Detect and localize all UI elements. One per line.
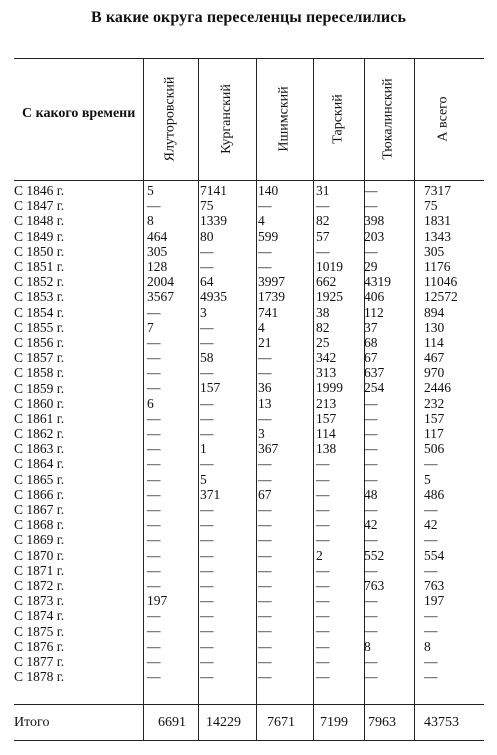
table-cell: 763 <box>364 577 385 593</box>
table-cell: 1925 <box>316 289 343 305</box>
table-cell: — <box>316 532 330 548</box>
table-cell: — <box>147 410 161 426</box>
table-cell: — <box>258 258 272 274</box>
table-row <box>14 426 474 441</box>
table-cell: 57 <box>316 228 330 244</box>
table-cell: 406 <box>364 289 385 305</box>
table-cell: 637 <box>364 365 385 381</box>
table-cell: 8 <box>364 638 371 654</box>
row-header: С какого времени <box>22 106 136 121</box>
table-cell: — <box>147 532 161 548</box>
table-cell: 12572 <box>424 289 458 305</box>
column-header-total: А всего <box>435 96 451 142</box>
year-label: С 1875 г. <box>14 623 65 639</box>
table-cell: — <box>147 501 161 517</box>
table-cell: 82 <box>316 213 330 229</box>
year-label: С 1857 г. <box>14 350 65 366</box>
year-label: С 1848 г. <box>14 213 65 229</box>
table-cell: 371 <box>200 486 221 502</box>
table-cell: 75 <box>200 198 214 214</box>
table-cell: — <box>316 456 330 472</box>
year-label: С 1869 г. <box>14 532 65 548</box>
table-cell: 2004 <box>147 274 174 290</box>
year-label: С 1850 г. <box>14 243 65 259</box>
table-row <box>14 517 474 532</box>
table-cell: 140 <box>258 183 279 198</box>
table-cell: 367 <box>258 441 279 457</box>
table-cell: — <box>200 410 214 426</box>
total-cell: 7199 <box>320 715 348 730</box>
year-label: С 1872 г. <box>14 577 65 593</box>
total-row <box>14 715 484 733</box>
table-cell: 305 <box>424 243 445 259</box>
table-cell: 5 <box>200 471 207 487</box>
table-cell: — <box>316 243 330 259</box>
column-header-yalutorovsky: Ялуторовский <box>162 76 178 162</box>
table-cell: — <box>258 501 272 517</box>
table-cell: — <box>258 532 272 548</box>
year-label: С 1858 г. <box>14 365 65 381</box>
table-cell: — <box>147 562 161 578</box>
table-cell: — <box>364 456 378 472</box>
year-label: С 1864 г. <box>14 456 65 472</box>
table-cell: 25 <box>316 334 330 350</box>
table-cell: — <box>200 623 214 639</box>
table-cell: 313 <box>316 365 337 381</box>
year-label: С 1878 г. <box>14 669 65 685</box>
table-cell: 48 <box>364 486 378 502</box>
table-cell: 4319 <box>364 274 391 290</box>
table-cell: 157 <box>316 410 337 426</box>
table-cell: — <box>200 608 214 624</box>
table-row <box>14 365 474 380</box>
table-cell: 3997 <box>258 274 285 290</box>
year-label: С 1860 г. <box>14 395 65 411</box>
table-cell: — <box>316 669 330 684</box>
table-cell: — <box>316 638 330 654</box>
year-label: С 1873 г. <box>14 593 65 609</box>
table-cell: 8 <box>147 213 154 229</box>
table-row <box>14 532 474 547</box>
table-cell: 1999 <box>316 380 343 396</box>
table-cell: — <box>200 334 214 350</box>
table-cell: — <box>316 593 330 609</box>
year-label: С 1870 г. <box>14 547 65 563</box>
table-row <box>14 305 474 320</box>
year-label: С 1846 г. <box>14 183 65 199</box>
column-header-tarsky: Тарский <box>330 94 346 144</box>
year-label: С 1853 г. <box>14 289 65 305</box>
table-cell: 1739 <box>258 289 285 305</box>
table-cell: — <box>147 198 161 214</box>
table-cell: 599 <box>258 228 279 244</box>
table-row <box>14 548 474 563</box>
table-cell: 114 <box>316 426 336 441</box>
total-label: Итого <box>14 715 50 730</box>
table-cell: — <box>258 669 272 684</box>
table-cell: — <box>316 577 330 593</box>
table-cell: — <box>424 669 438 684</box>
table-cell: 58 <box>200 350 214 366</box>
table-cell: 157 <box>424 410 445 426</box>
table-cell: 1176 <box>424 258 451 274</box>
table-cell: — <box>147 350 161 366</box>
table-cell: 232 <box>424 395 445 411</box>
table-cell: 82 <box>316 319 330 335</box>
table-cell: — <box>200 258 214 274</box>
table-cell: — <box>316 471 330 487</box>
table-cell: — <box>200 669 214 684</box>
table-row <box>14 639 474 654</box>
table-cell: — <box>200 456 214 472</box>
table-cell: — <box>364 608 378 624</box>
table-cell: 2446 <box>424 380 451 396</box>
table-cell: — <box>424 623 438 639</box>
year-label: С 1851 г. <box>14 259 65 275</box>
year-label: С 1855 г. <box>14 319 65 335</box>
table-cell: — <box>316 653 330 669</box>
table-cell: 305 <box>147 243 168 259</box>
table-cell: — <box>364 410 378 426</box>
table-cell: 128 <box>147 258 168 274</box>
table-cell: — <box>147 380 161 396</box>
table-cell: — <box>364 198 378 214</box>
table-row <box>14 274 474 289</box>
table-cell: — <box>364 501 378 517</box>
total-cell: 6691 <box>158 715 186 730</box>
table-cell: — <box>364 471 378 487</box>
table-cell: 763 <box>424 577 445 593</box>
table-cell: 112 <box>364 304 384 320</box>
table-cell: 213 <box>316 395 337 411</box>
table-row <box>14 487 474 502</box>
table-cell: 138 <box>316 441 337 457</box>
table-cell: — <box>258 608 272 624</box>
table-cell: 398 <box>364 213 385 229</box>
table-cell: 7317 <box>424 183 451 198</box>
table-row <box>14 411 474 426</box>
table-cell: — <box>147 669 161 684</box>
table-cell: 1831 <box>424 213 451 229</box>
table-row <box>14 320 474 335</box>
table-row <box>14 441 474 456</box>
table-cell: — <box>147 517 161 533</box>
table-cell: — <box>424 608 438 624</box>
table-cell: 130 <box>424 319 445 335</box>
table-cell: — <box>200 365 214 381</box>
table-cell: — <box>147 608 161 624</box>
year-label: С 1847 г. <box>14 198 65 214</box>
table-cell: 3567 <box>147 289 174 305</box>
total-cell: 43753 <box>424 715 459 730</box>
year-label: С 1866 г. <box>14 486 65 502</box>
table-cell: — <box>258 365 272 381</box>
column-header-tyukalinsky: Тюкалинский <box>381 78 396 160</box>
table-cell: — <box>200 593 214 609</box>
table-cell: 114 <box>424 334 444 350</box>
table-cell: — <box>200 517 214 533</box>
table-row <box>14 502 474 517</box>
table-row <box>14 350 474 365</box>
table-cell: — <box>147 365 161 381</box>
table-row <box>14 654 474 669</box>
table-cell: 38 <box>316 304 330 320</box>
table-cell: 68 <box>364 334 378 350</box>
table-cell: 5 <box>147 183 154 198</box>
column-header-ishimsky: Ишимский <box>276 86 292 152</box>
table-cell: — <box>200 638 214 654</box>
table-row <box>14 669 474 684</box>
year-label: С 1871 г. <box>14 562 65 578</box>
year-label: С 1859 г. <box>14 380 65 396</box>
table-cell: 67 <box>258 486 272 502</box>
table-cell: 197 <box>147 593 168 609</box>
table-cell: — <box>147 334 161 350</box>
table-cell: — <box>147 638 161 654</box>
table-cell: 3 <box>258 426 265 441</box>
table-cell: 467 <box>424 350 445 366</box>
table-cell: — <box>147 577 161 593</box>
table-cell: — <box>316 198 330 214</box>
year-label: С 1874 г. <box>14 608 65 624</box>
table-row <box>14 244 474 259</box>
table-cell: — <box>147 304 161 320</box>
year-label: С 1865 г. <box>14 471 65 487</box>
table-row <box>14 213 474 228</box>
year-label: С 1849 г. <box>14 228 65 244</box>
table-cell: — <box>147 547 161 563</box>
table-row <box>14 593 474 608</box>
year-label: С 1862 г. <box>14 426 65 442</box>
table-cell: — <box>424 653 438 669</box>
table-cell: — <box>147 456 161 472</box>
table-cell: 29 <box>364 258 378 274</box>
table-cell: — <box>316 608 330 624</box>
table-cell: 8 <box>424 638 431 654</box>
table-cell: — <box>316 501 330 517</box>
table-cell: 64 <box>200 274 214 290</box>
table-row <box>14 472 474 487</box>
table-cell: — <box>200 395 214 411</box>
table-cell: — <box>364 441 378 457</box>
year-label: С 1868 г. <box>14 517 65 533</box>
table-cell: — <box>147 441 161 457</box>
table-row <box>14 229 474 244</box>
table-cell: 67 <box>364 350 378 366</box>
table-cell: — <box>258 471 272 487</box>
year-label: С 1863 г. <box>14 441 65 457</box>
table-cell: — <box>147 653 161 669</box>
table-cell: — <box>200 653 214 669</box>
table-cell: — <box>258 350 272 366</box>
table-cell: 506 <box>424 441 445 457</box>
table-cell: — <box>258 243 272 259</box>
table-row <box>14 380 474 395</box>
table-cell: 11046 <box>424 274 458 290</box>
table-cell: 342 <box>316 350 337 366</box>
table-cell: 3 <box>200 304 207 320</box>
table-cell: — <box>258 593 272 609</box>
table-cell: 4 <box>258 319 265 335</box>
year-label: С 1856 г. <box>14 334 65 350</box>
table-cell: 486 <box>424 486 445 502</box>
year-label: С 1876 г. <box>14 638 65 654</box>
table-cell: 254 <box>364 380 385 396</box>
table-cell: 970 <box>424 365 445 381</box>
table-cell: 6 <box>147 395 154 411</box>
table-cell: — <box>200 501 214 517</box>
table-cell: — <box>364 653 378 669</box>
table-cell: — <box>364 623 378 639</box>
total-cell: 7963 <box>368 715 396 730</box>
table-row <box>14 608 474 623</box>
table-cell: 203 <box>364 228 385 244</box>
column-header-kurgansky: Курганский <box>219 84 235 154</box>
table-cell: — <box>364 532 378 548</box>
table-row <box>14 259 474 274</box>
table-cell: — <box>258 653 272 669</box>
table-cell: — <box>364 183 378 198</box>
table-cell: 552 <box>364 547 385 563</box>
year-label: С 1852 г. <box>14 274 65 290</box>
table-cell: — <box>147 486 161 502</box>
table-cell: 7 <box>147 319 154 335</box>
table-cell: — <box>364 593 378 609</box>
table-cell: — <box>200 426 214 441</box>
bottom-rule <box>14 740 484 741</box>
total-cell: 14229 <box>206 715 241 730</box>
table-cell: 13 <box>258 395 272 411</box>
year-label: С 1854 г. <box>14 304 65 320</box>
table-cell: — <box>424 532 438 548</box>
table-cell: 42 <box>424 517 438 533</box>
table-row <box>14 623 474 638</box>
table-cell: 36 <box>258 380 272 396</box>
table-cell: — <box>258 547 272 563</box>
data-table <box>14 183 474 684</box>
table-cell: — <box>258 410 272 426</box>
table-cell: — <box>147 426 161 441</box>
table-row <box>14 396 474 411</box>
table-cell: — <box>147 471 161 487</box>
table-cell: — <box>424 501 438 517</box>
table-cell: — <box>200 577 214 593</box>
table-cell: 1019 <box>316 258 343 274</box>
table-cell: 7141 <box>200 183 227 198</box>
table-cell: 1343 <box>424 228 451 244</box>
table-cell: — <box>364 669 378 684</box>
table-row <box>14 578 474 593</box>
table-cell: — <box>258 623 272 639</box>
table-cell: 117 <box>424 426 444 441</box>
table-cell: — <box>258 456 272 472</box>
year-label: С 1867 г. <box>14 502 65 518</box>
table-cell: — <box>200 243 214 259</box>
table-cell: — <box>258 198 272 214</box>
year-label: С 1861 г. <box>14 410 65 426</box>
table-row <box>14 335 474 350</box>
table-cell: 4935 <box>200 289 227 305</box>
table-cell: — <box>200 562 214 578</box>
table-cell: — <box>200 547 214 563</box>
table-cell: 741 <box>258 304 279 320</box>
table-cell: 464 <box>147 228 168 244</box>
table-cell: — <box>364 395 378 411</box>
total-cell: 7671 <box>267 715 295 730</box>
table-cell: 2 <box>316 547 323 563</box>
table-row <box>14 456 474 471</box>
table-cell: 894 <box>424 304 445 320</box>
table-cell: — <box>364 243 378 259</box>
table-cell: — <box>258 638 272 654</box>
table-cell: — <box>258 577 272 593</box>
table-cell: 21 <box>258 334 272 350</box>
table-cell: — <box>364 562 378 578</box>
table-cell: — <box>316 562 330 578</box>
table-cell: 75 <box>424 198 438 214</box>
table-cell: 31 <box>316 183 330 198</box>
table-cell: — <box>258 562 272 578</box>
table-cell: — <box>316 623 330 639</box>
table-cell: 157 <box>200 380 221 396</box>
year-label: С 1877 г. <box>14 653 65 669</box>
table-row <box>14 289 474 304</box>
table-cell: — <box>316 486 330 502</box>
table-cell: 554 <box>424 547 445 563</box>
table-title: В какие округа переселенцы переселились <box>90 9 407 26</box>
table-cell: — <box>424 456 438 472</box>
table-row <box>14 563 474 578</box>
table-cell: 37 <box>364 319 378 335</box>
table-cell: — <box>200 319 214 335</box>
table-cell: 1 <box>200 441 207 457</box>
table-cell: — <box>316 517 330 533</box>
table-cell: 80 <box>200 228 214 244</box>
table-cell: — <box>364 426 378 441</box>
table-row <box>14 198 474 213</box>
table-cell: 42 <box>364 517 378 533</box>
table-cell: — <box>258 517 272 533</box>
table-row <box>14 183 474 198</box>
table-cell: 1339 <box>200 213 227 229</box>
table-cell: — <box>147 623 161 639</box>
table-cell: 5 <box>424 471 431 487</box>
table-cell: — <box>200 532 214 548</box>
table-cell: 197 <box>424 593 445 609</box>
table-cell: — <box>424 562 438 578</box>
table-cell: 4 <box>258 213 265 229</box>
table-cell: 662 <box>316 274 337 290</box>
